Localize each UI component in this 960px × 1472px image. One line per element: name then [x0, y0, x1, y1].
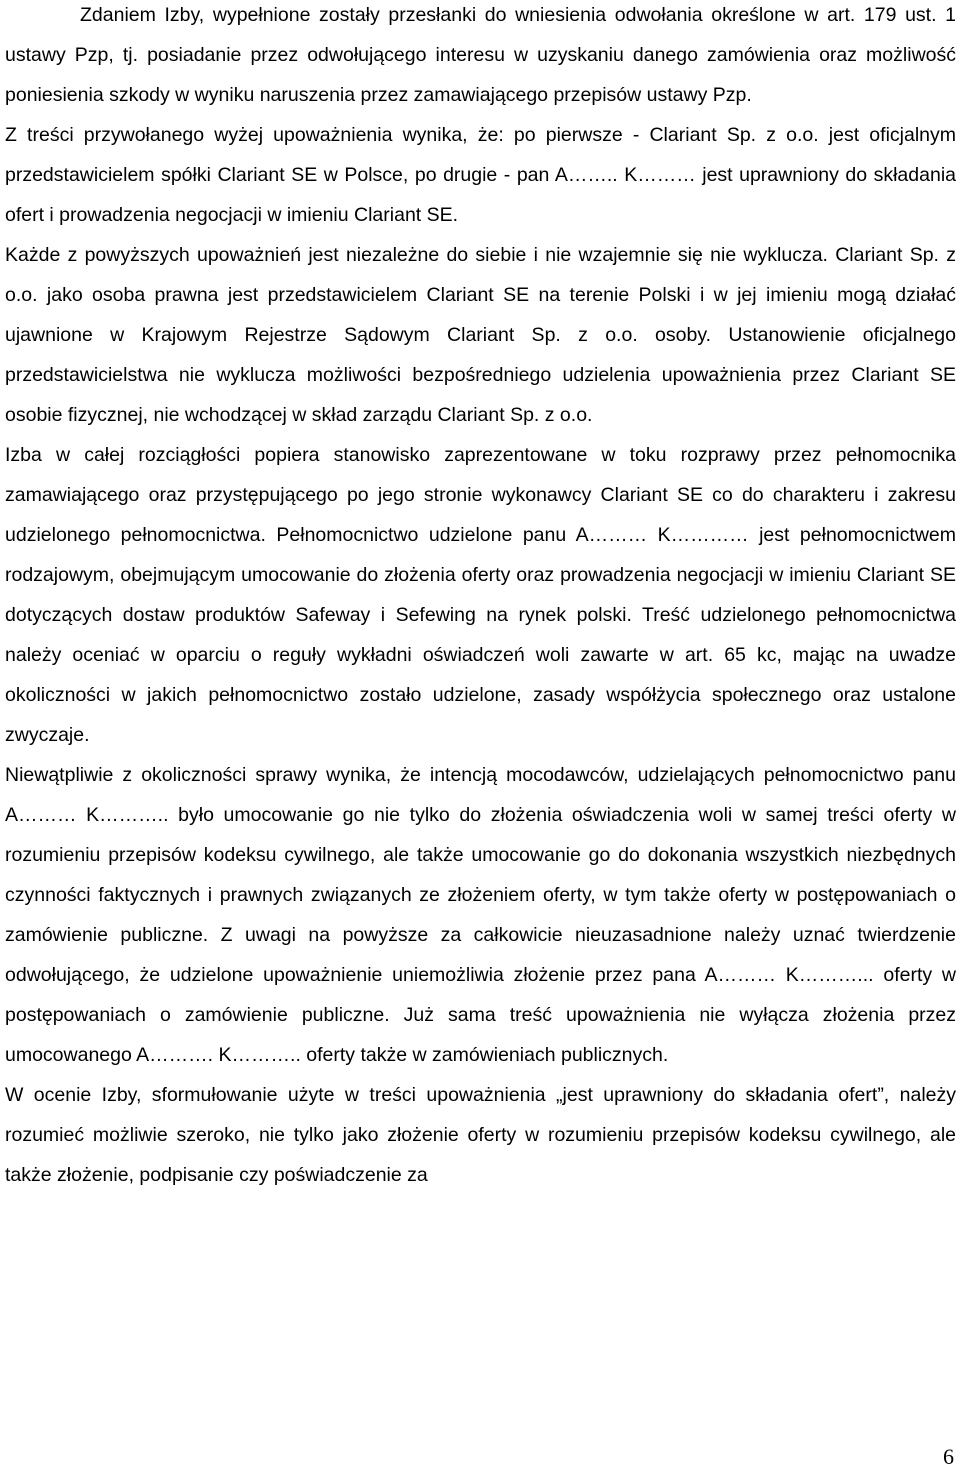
paragraph-4: Izba w całej rozciągłości popiera stanowisko zaprezentowane w toku rozprawy przez pełnomocnika zamawiającego oraz przystępującego po jego stronie wykonawcy Clariant SE co do charakteru i zakresu udzielonego pełnomocnictwa. Pełnomocnictwo udzielone panu A……… K………… jest pełnomocnictwem rodzajowym, obejmującym umocowanie do złożenia oferty oraz prowadzenia negocjacji w imieniu Clariant SE dotyczących dostaw produktów Safeway i Sefewing na rynek polski. Treść udzielonego pełnomocnictwa należy oceniać w oparciu o reguły wykładni oświadczeń woli zawarte w art. 65 kc, mając na uwadze okoliczności w jakich pełnomocnictwo zostało udzielone, zasady współżycia społecznego oraz ustalone zwyczaje. — [5, 444, 956, 746]
page-number: 6 — [943, 1444, 954, 1469]
paragraph-1: Zdaniem Izby, wypełnione zostały przesłanki do wniesienia odwołania określone w art. 179 ust. 1 ustawy Pzp, tj. posiadanie przez odwołującego interesu w uzyskaniu danego zamówienia oraz możliwość poniesienia szkody w wyniku naruszenia przez zamawiającego przepisów ustawy Pzp. — [5, 4, 956, 106]
paragraph-2: Z treści przywołanego wyżej upoważnienia wynika, że: po pierwsze - Clariant Sp. z o.o. jest oficjalnym przedstawicielem spółki Clariant SE w Polsce, po drugie - pan A…….. K……… jest uprawniony do składania ofert i prowadzenia negocjacji w imieniu Clariant SE. — [5, 124, 956, 226]
paragraph-5: Niewątpliwie z okoliczności sprawy wynika, że intencją mocodawców, udzielających pełnomocnictwo panu A……… K……….. było umocowanie go nie tylko do złożenia oświadczenia woli w samej treści oferty w rozumieniu przepisów kodeksu cywilnego, ale także umocowanie go do dokonania wszystkich niezbędnych czynności faktycznych i prawnych związanych ze złożeniem oferty, w tym także oferty w postępowaniach o zamówienie publiczne. Z uwagi na powyższe za całkowicie nieuzasadnione należy uznać twierdzenie odwołującego, że udzielone upoważnienie uniemożliwia złożenie przez pana A……… K………... oferty w postępowaniach o zamówienie publiczne. Już sama treść upoważnienia nie wyłącza złożenia przez umocowanego A………. K……….. oferty także w zamówieniach publicznych. — [5, 764, 956, 1066]
paragraph-3: Każde z powyższych upoważnień jest niezależne do siebie i nie wzajemnie się nie wyklucza. Clariant Sp. z o.o. jako osoba prawna jest przedstawicielem Clariant SE na terenie Polski i w jej imieniu mogą działać ujawnione w Krajowym Rejestrze Sądowym Clariant Sp. z o.o. osoby. Ustanowienie oficjalnego przedstawicielstwa nie wyklucza możliwości bezpośredniego udzielenia upoważnienia przez Clariant SE osobie fizycznej, nie wchodzącej w skład zarządu Clariant Sp. z o.o. — [5, 244, 956, 426]
document-body — [5, 0, 956, 1195]
paragraph-6: W ocenie Izby, sformułowanie użyte w treści upoważnienia „jest uprawniony do składania ofert”, należy rozumieć możliwie szeroko, nie tylko jako złożenie oferty w rozumieniu przepisów kodeksu cywilnego, ale także złożenie, podpisanie czy poświadczenie za — [5, 1084, 956, 1186]
